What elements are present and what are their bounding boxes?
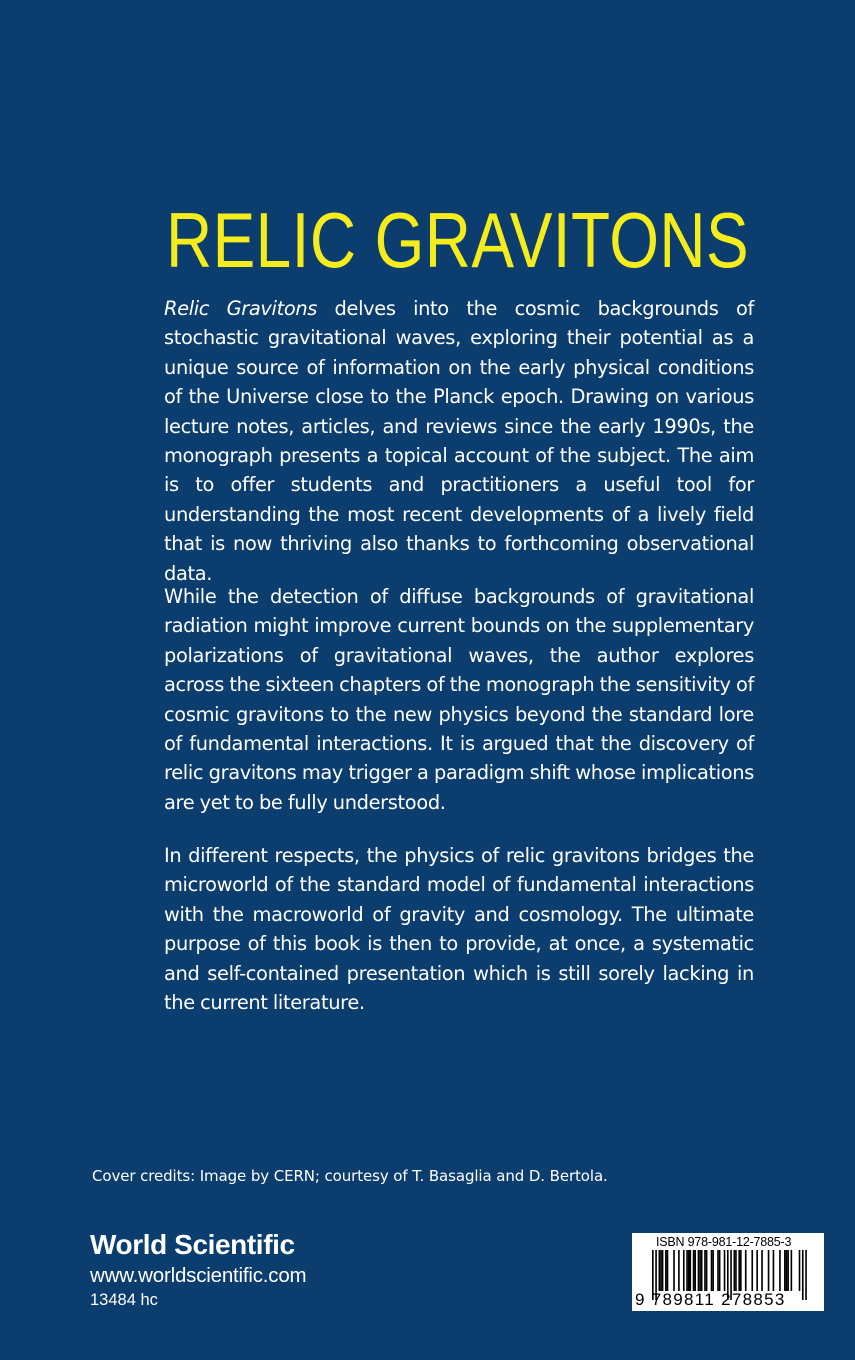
barcode-bar [660, 1250, 662, 1291]
barcode-bar [662, 1250, 664, 1291]
barcode-bar [704, 1250, 706, 1291]
barcode-bar [740, 1250, 742, 1291]
barcode-bar [738, 1250, 740, 1291]
barcode-bar [786, 1250, 788, 1291]
barcode-bar [787, 1250, 789, 1291]
barcode-bar [694, 1250, 696, 1291]
barcode-bar [768, 1250, 770, 1291]
blurb-paragraph-1 [164, 294, 754, 588]
barcode-bar [773, 1250, 775, 1291]
blurb-paragraph-2: While the detection of diffuse backgrounds of gravitational radiation might improve current bounds on the supplementary polarizations of gravitational waves, the author explores across the sixteen chapters of the monograph the sensitivity of cosmic gravitons to the new physics beyond the standard lore of fundamental interactions. It is argued that the discovery of relic gravitons may trigger a paradigm shift whose implications are yet to be fully understood. [164, 585, 754, 814]
barcode-bar [724, 1250, 726, 1291]
barcode-bar [659, 1250, 661, 1291]
barcode-panel [632, 1233, 824, 1311]
publisher-code: 13484 hc [90, 1291, 158, 1309]
barcode-bar [779, 1250, 781, 1291]
barcode-bar [751, 1250, 753, 1291]
barcode-bar [665, 1250, 667, 1291]
barcode-bar [699, 1250, 701, 1291]
barcode-bar [735, 1250, 737, 1291]
barcode-bar [698, 1250, 700, 1291]
barcode-bar [756, 1250, 758, 1291]
book-title: RELIC GRAVITONS [166, 196, 750, 284]
barcode-bar [689, 1250, 691, 1291]
barcode-bar [791, 1250, 793, 1291]
barcode-bar [717, 1250, 719, 1291]
barcode-bar [683, 1250, 685, 1291]
barcode-bar [673, 1250, 675, 1291]
barcode-bar [712, 1250, 714, 1291]
barcode-bar [761, 1250, 763, 1291]
blurb-paragraph-1-text: delves into the cosmic backgrounds of stochastic gravitational waves, exploring their potential as a unique source of information on the early physical conditions of the Universe close to the Planck epoch. Drawing on various lecture notes, articles, and reviews since the early 1990s, the monograph presents a topical account of the subject. The aim is to offer students and practitioners a useful tool for understanding the most recent developments of a lively field that is now thriving also thanks to forthcoming observational data. [164, 297, 754, 585]
barcode-bar [799, 1250, 801, 1291]
barcode-bar [745, 1250, 747, 1291]
blurb-title-italic: Relic Gravitons [164, 297, 318, 320]
barcode-bar [784, 1250, 786, 1291]
barcode-bar [711, 1250, 713, 1291]
cover-credits: Cover credits: Image by CERN; courtesy of T. Basaglia and D. Bertola. [92, 1167, 608, 1185]
barcode-bar [686, 1250, 688, 1291]
barcode-bar [678, 1250, 680, 1291]
barcode-bar [667, 1250, 669, 1291]
barcode-bar [719, 1250, 721, 1291]
barcode-bar [693, 1250, 695, 1291]
publisher-url: www.worldscientific.com [90, 1264, 307, 1287]
publisher-name: World Scientific [90, 1229, 295, 1260]
barcode-bar [688, 1250, 690, 1291]
blurb-paragraph-3: In different respects, the physics of relic gravitons bridges the microworld of the standard model of fundamental interactions with the macroworld of gravity and cosmology. The ultimate purpose of this book is then to provide, at once, a systematic and self-contained presentation which is still sorely lacking in the current literature. [164, 844, 754, 1015]
barcode-bar [706, 1250, 708, 1291]
ean-digits: 9 789811 278853 [635, 1290, 786, 1309]
isbn-label: ISBN 978-981-12-7885-3 [656, 1235, 792, 1249]
barcode-bar [734, 1250, 736, 1291]
barcode-bar [701, 1250, 703, 1291]
